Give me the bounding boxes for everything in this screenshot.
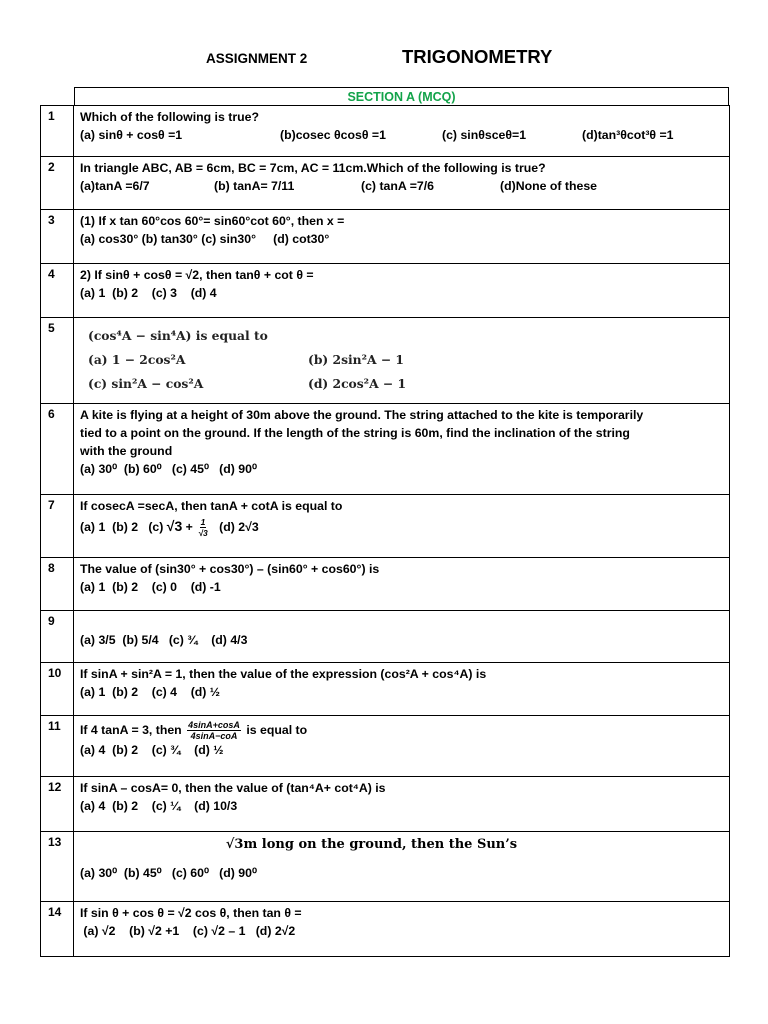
question-row-8: [41, 558, 730, 611]
fraction-numerator: 4sinA+cosA: [188, 720, 240, 730]
question-row-10: [41, 663, 730, 716]
question-row-7: [41, 495, 730, 558]
question-number: 11: [41, 716, 74, 777]
question-number: 7: [41, 495, 74, 558]
options-line: [88, 348, 723, 372]
options-line: (a) 30⁰ (b) 45⁰ (c) 60⁰ (d) 90⁰: [80, 866, 257, 880]
question-row-14: [41, 902, 730, 957]
question-number: 3: [41, 210, 74, 264]
question-text-line: A kite is flying at a height of 30m above the ground. The string attached to the kite is temporarily: [80, 408, 644, 422]
options-line: [80, 126, 723, 144]
question-number: 2: [41, 157, 74, 210]
question-number: 1: [41, 106, 74, 157]
question-number: 9: [41, 611, 74, 663]
options-line: [88, 372, 723, 396]
question-body: [74, 106, 730, 157]
option-a: (a) sinθ + cosθ =1: [80, 128, 183, 142]
options-line: (a) √2 (b) √2 +1 (c) √2 – 1 (d) 2√2: [80, 924, 296, 938]
question-body: [74, 264, 730, 318]
question-text: The value of (sin30° + cos30°) – (sin60° + cos60°) is: [80, 562, 380, 576]
option-a: (a)tanA =6/7: [80, 179, 150, 193]
question-text: (1) If x tan 60°cos 60°= sin60°cot 60°, then x =: [80, 214, 345, 228]
question-body: [74, 611, 730, 663]
option-c: (c) tanA =7/6: [361, 179, 435, 193]
question-row-1: [41, 106, 730, 157]
question-body: [74, 716, 730, 777]
question-text: If cosecA =secA, then tanA + cotA is equal to: [80, 499, 343, 513]
question-text: If sin θ + cos θ = √2 cos θ, then tan θ =: [80, 906, 302, 920]
question-body: [74, 210, 730, 264]
question-text: If sinA + sin²A = 1, then the value of the expression (cos²A + cos⁴A) is: [80, 667, 487, 681]
question-text: 2) If sinθ + cosθ = √2, then tanθ + cot θ =: [80, 268, 314, 282]
question-body: [74, 318, 730, 404]
options-line: (a) 1 (b) 2 (c) √3 + $\frac{1}{√3}$ (d) 2√3: [80, 517, 259, 539]
option-a: (a) 1 − 2cos²A: [88, 352, 186, 367]
options-line: (a) 30⁰ (b) 60⁰ (c) 45⁰ (d) 90⁰: [80, 462, 257, 476]
page-title: TRIGONOMETRY: [402, 46, 553, 67]
question-row-11: [41, 716, 730, 777]
question-row-2: [41, 157, 730, 210]
option-d: (d) 2cos²A − 1: [308, 376, 407, 391]
question-body: [74, 832, 730, 902]
fraction: [198, 517, 207, 538]
question-text: If sinA – cosA= 0, then the value of (tan⁴A+ cot⁴A) is: [80, 781, 386, 795]
question-number: 4: [41, 264, 74, 318]
question-row-13: [41, 832, 730, 902]
question-text: (cos⁴A − sin⁴A) is equal to: [88, 328, 268, 343]
question-body: [74, 663, 730, 716]
option-b: (b) 2sin²A − 1: [308, 352, 404, 367]
question-body: [74, 902, 730, 957]
options-line: (a) cos30° (b) tan30° (c) sin30° (d) cot30°: [80, 232, 330, 246]
question-text-line: with the ground: [80, 444, 173, 458]
section-heading: SECTION A (MCQ): [74, 87, 729, 105]
option-c: (c) sinθsceθ=1: [442, 128, 527, 142]
option-b: (b) tanA= 7/11: [214, 179, 295, 193]
question-body: [74, 495, 730, 558]
option-d: (d)None of these: [500, 179, 598, 193]
assignment-label: ASSIGNMENT 2: [206, 51, 308, 66]
question-text: √3m long on the ground, then the Sun’s: [225, 837, 518, 852]
fraction-numerator: 1: [200, 517, 206, 528]
question-text: [80, 720, 723, 741]
fraction-denominator: 4sinA−coA: [190, 731, 238, 741]
options-line: [80, 177, 723, 195]
options-line: (a) 4 (b) 2 (c) ¼ (d) 10/3: [80, 799, 238, 813]
question-text-line: tied to a point on the ground. If the length of the string is 60m, find the inclination of the string: [80, 426, 630, 440]
question-number: 8: [41, 558, 74, 611]
question-text: In triangle ABC, AB = 6cm, BC = 7cm, AC = 11cm.Which of the following is true?: [80, 161, 546, 175]
options-line: (a) 1 (b) 2 (c) 4 (d) ½: [80, 685, 221, 699]
question-text-b: is equal to: [246, 722, 308, 737]
question-number: 5: [41, 318, 74, 404]
question-number: 6: [41, 404, 74, 495]
fraction-denominator: √3: [198, 528, 208, 539]
question-number: 13: [41, 832, 74, 902]
options-ab: (a) 1 (b) 2 (c): [80, 520, 164, 534]
root3-value: √3: [166, 518, 183, 534]
question-number: 10: [41, 663, 74, 716]
options-line: (a) 1 (b) 2 (c) 0 (d) -1: [80, 580, 221, 594]
question-body: [74, 777, 730, 832]
question-row-5: [41, 318, 730, 404]
fraction: [187, 720, 241, 741]
option-c: (c) sin²A − cos²A: [88, 376, 204, 391]
question-row-4: [41, 264, 730, 318]
question-body: [74, 558, 730, 611]
options-line: (a) 4 (b) 2 (c) ¾ (d) ½: [80, 743, 224, 757]
question-row-3: [41, 210, 730, 264]
question-text: Which of the following is true?: [80, 110, 259, 124]
question-body: [74, 404, 730, 495]
option-b: (b)cosec θcosθ =1: [280, 128, 386, 142]
options-line: (a) 1 (b) 2 (c) 3 (d) 4: [80, 286, 217, 300]
option-d: (d)tan³θcot³θ =1: [582, 128, 674, 142]
question-row-6: [41, 404, 730, 495]
question-number: 12: [41, 777, 74, 832]
question-table: [40, 105, 730, 957]
question-text-a: If 4 tanA = 3, then: [80, 722, 182, 737]
question-row-12: [41, 777, 730, 832]
options-line: (a) 3/5 (b) 5/4 (c) ¾ (d) 4/3: [80, 633, 248, 647]
question-number: 14: [41, 902, 74, 957]
option-d: (d) 2√3: [219, 520, 259, 534]
question-row-9: [41, 611, 730, 663]
question-body: [74, 157, 730, 210]
